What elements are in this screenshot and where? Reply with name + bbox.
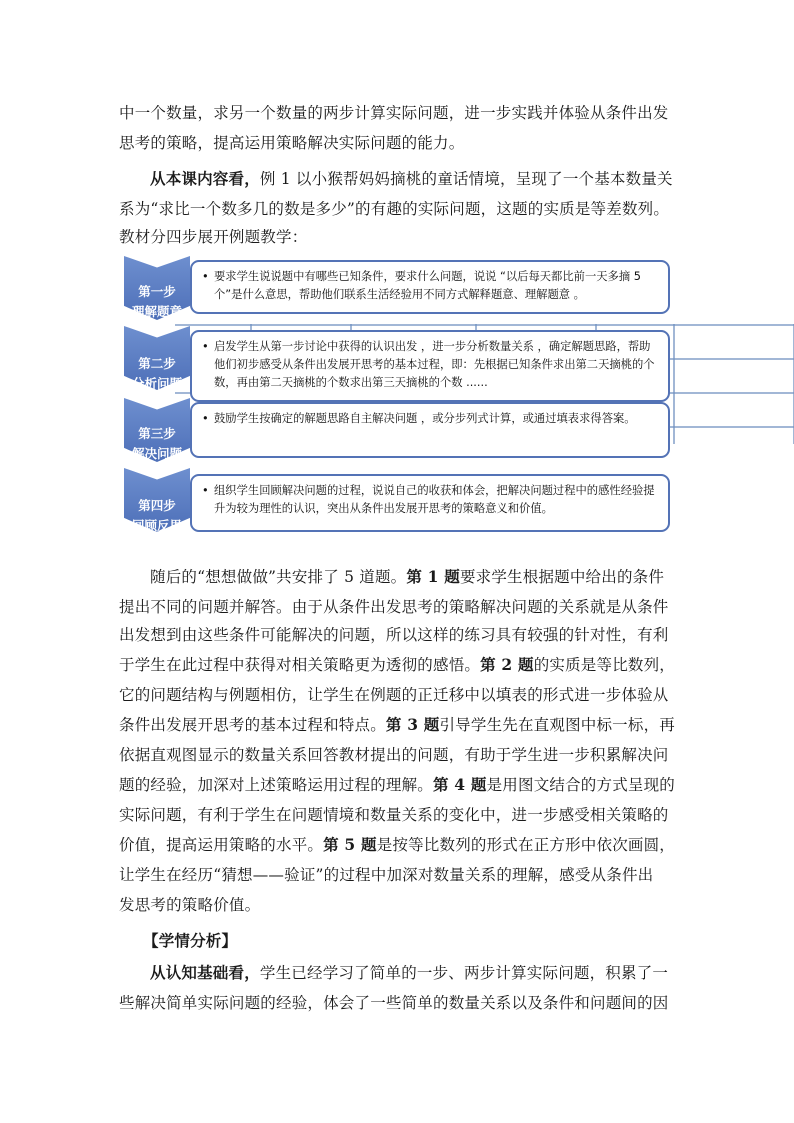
step-3-label: 第三步 解决问题	[131, 426, 182, 461]
step-2-box	[190, 330, 670, 402]
step-3-box	[190, 402, 670, 458]
bullet-icon: •	[202, 270, 209, 283]
intro-line-2: 思考的策略，提高运用策略解决实际问题的能力。	[119, 134, 465, 152]
intro-line-1: 中一个数量，求另一个数量的两步计算实际问题，进一步实践并体验从条件出发	[119, 104, 669, 122]
step-4-text: 组织学生回顾解决问题的过程，说说自己的收获和体会，把解决问题过程中的感性经验提升为较为理性的认识，突出从条件出发展开思考的策略意义和价值。	[214, 484, 655, 515]
four-step-diagram	[120, 254, 680, 544]
practice-line-5: 它的问题结构与例题相仿，让学生在例题的正迁移中以填表的形式进一步体验从	[119, 686, 669, 704]
practice-line-3: 出发想到由这些条件可能解决的问题，所以这样的练习具有较强的针对性，有利	[119, 626, 669, 644]
practice-line-8: 题的经验，加深对上述策略运用过程的理解。第 4 题是用图文结合的方式呈现的	[119, 775, 675, 794]
step-3-text: 鼓励学生按确定的解题思路自主解决问题 ，或分步列式计算，或通过填表求得答案。	[214, 412, 636, 425]
practice-line-2: 提出不同的问题并解答。由于从条件出发思考的策略解决问题的关系就是从条件	[119, 598, 669, 616]
step-1-label: 第一步 理解题意	[131, 284, 182, 319]
analysis-heading: 【学情分析】	[143, 931, 238, 950]
lesson-line-2: 系为“求比一个数多几的数是多少”的有趣的实际问题，这题的实质是等差数列。	[119, 200, 670, 218]
lesson-lead: 从本课内容看，	[150, 169, 260, 188]
practice-line-10: 价值，提高运用策略的水平。第 5 题是按等比数列的形式在正方形中依次画圆，	[119, 835, 675, 854]
practice-line-4: 于学生在此过程中获得对相关策略更为透彻的感悟。第 2 题的实质是等比数列，	[119, 655, 675, 674]
practice-line-7: 依据直观图显示的数量关系回答教材提出的问题，有助于学生进一步积累解决问	[119, 746, 669, 764]
practice-line-6: 条件出发展开思考的基本过程和特点。第 3 题引导学生先在直观图中标一标，再	[119, 715, 675, 734]
bullet-icon: •	[202, 412, 209, 425]
step-1-box	[190, 260, 670, 314]
step-1-text: 要求学生说说题中有哪些已知条件，要求什么问题，说说 “以后每天都比前一天多摘 5 个”是什么意思，帮助他们联系生活经验用不同方式解释题意、理解题意 。	[214, 270, 641, 301]
step-4-label: 第四步 回顾反思	[131, 498, 182, 533]
lesson-line-1	[150, 168, 710, 190]
step-2-label: 第二步 分析问题	[131, 356, 182, 391]
practice-line-11: 让学生在经历“猜想——验证”的过程中加深对数量关系的理解，感受从条件出	[119, 866, 654, 884]
practice-line-1: 随后的“想想做做”共安排了 5 道题。第 1 题要求学生根据题中给出的条件	[150, 567, 665, 586]
bullet-icon: •	[202, 340, 209, 353]
analysis-line-2: 些解决简单实际问题的经验，体会了一些简单的数量关系以及条件和问题间的因	[119, 994, 669, 1012]
step-4-box	[190, 474, 670, 532]
lesson-line-1-rest: 例 1 以小猴帮妈妈摘桃的童话情境，呈现了一个基本数量关	[259, 170, 673, 188]
step-2-text: 启发学生从第一步讨论中获得的认识出发 ，进一步分析数量关系 ，确定解题思路，帮助他们初步感受从条件出发展开思考的基本过程，即：先根据已知条件求出第二天摘桃的个数，再由第二天摘桃的个数求出第三天摘桃的个数 ......	[214, 340, 655, 389]
bullet-icon: •	[202, 484, 209, 497]
practice-line-12: 发思考的策略价值。	[119, 896, 261, 914]
analysis-line-1: 从认知基础看，学生已经学习了简单的一步、两步计算实际问题，积累了一	[150, 963, 669, 982]
lesson-line-3: 教材分四步展开例题教学：	[119, 228, 308, 246]
practice-line-9: 实际问题，有利于学生在问题情境和数量关系的变化中，进一步感受相关策略的	[119, 806, 669, 824]
